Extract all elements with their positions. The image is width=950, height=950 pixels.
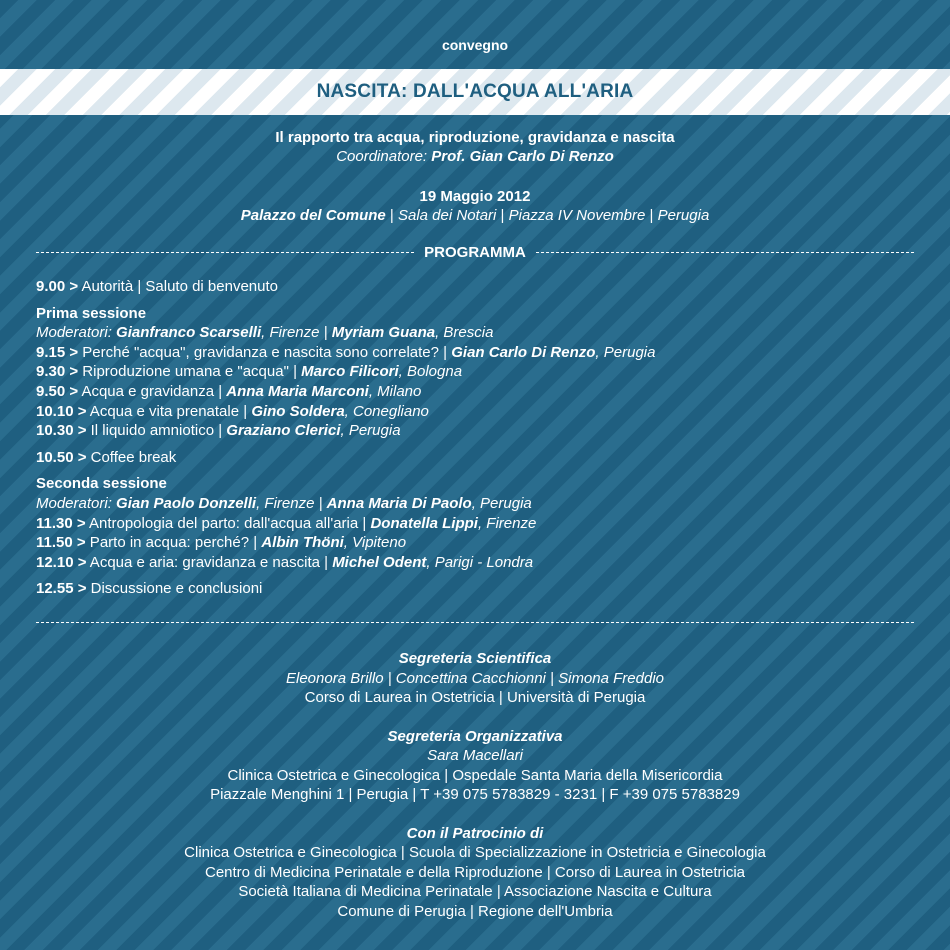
program-label: PROGRAMMA bbox=[424, 243, 526, 261]
program-talk bbox=[36, 533, 916, 553]
block-names: Eleonora Brillo | Concettina Cacchionni | Simona Freddio bbox=[286, 669, 664, 687]
item-text: Discussione e conclusioni bbox=[86, 580, 263, 598]
moderator-city: , Brescia bbox=[435, 324, 494, 342]
talk-city: , Milano bbox=[368, 382, 422, 400]
talk-city: , Bologna bbox=[398, 363, 463, 381]
talk-city: , Vipiteno bbox=[343, 534, 407, 552]
talk-city: , Perugia bbox=[595, 343, 656, 361]
talk-time: 11.50 > bbox=[36, 534, 86, 552]
talk-title: Perché "acqua", gravidanza e nascita sono correlate? | bbox=[78, 343, 452, 361]
block-line: Società Italiana di Medicina Perinatale | Associazione Nascita e Cultura bbox=[238, 883, 712, 900]
talk-title: Parto in acqua: perché? | bbox=[85, 534, 262, 552]
event-subtitle: Il rapporto tra acqua, riproduzione, gravidanza e nascita bbox=[275, 129, 675, 146]
talk-speaker: Anna Maria Marconi bbox=[226, 382, 369, 400]
block-title: Con il Patrocinio di bbox=[406, 824, 544, 842]
talk-title: Acqua e gravidanza | bbox=[78, 382, 227, 400]
divider-dash-right bbox=[536, 252, 914, 253]
talk-time: 12.10 > bbox=[36, 553, 87, 571]
moderator-name: Myriam Guana bbox=[331, 324, 436, 342]
program-list bbox=[36, 277, 916, 599]
talk-speaker: Gino Soldera bbox=[251, 402, 345, 420]
footer-info bbox=[0, 649, 950, 940]
venue-line: Palazzo del Comune | Sala dei Notari | Piazza IV Novembre | Perugia bbox=[240, 207, 710, 224]
talk-speaker: Gian Carlo Di Renzo bbox=[451, 343, 596, 361]
event-intro bbox=[0, 128, 950, 166]
moderators-label: Moderatori: bbox=[36, 494, 112, 512]
moderator-name: Gian Paolo Donzelli bbox=[116, 494, 257, 512]
block-title: Segreteria Organizzativa bbox=[387, 727, 563, 745]
organizing-secretariat bbox=[0, 727, 950, 805]
program-talk bbox=[36, 402, 916, 422]
block-line: Centro di Medicina Perinatale e della Riproduzione | Corso di Laurea in Ostetricia bbox=[204, 863, 745, 881]
talk-city: , Parigi - Londra bbox=[426, 553, 534, 571]
program-talk bbox=[36, 553, 916, 573]
program-divider bbox=[36, 243, 914, 261]
talk-speaker: Marco Filicori bbox=[301, 363, 399, 381]
talk-time: 9.15 > bbox=[36, 343, 79, 361]
program-break bbox=[36, 448, 916, 468]
moderator-name: Anna Maria Di Paolo bbox=[326, 494, 472, 512]
scientific-secretariat bbox=[0, 649, 950, 708]
session-title: Prima sessione bbox=[36, 304, 147, 322]
talk-speaker: Albin Thöni bbox=[261, 534, 344, 552]
item-time: 9.00 > bbox=[36, 278, 79, 295]
talk-title: Acqua e aria: gravidanza e nascita | bbox=[86, 553, 333, 571]
divider-dash-left bbox=[36, 252, 414, 253]
session-moderators bbox=[36, 494, 916, 514]
title-banner bbox=[0, 69, 950, 115]
program-opening bbox=[36, 277, 916, 297]
venue-square: Piazza IV Novembre bbox=[508, 207, 646, 224]
event-title: NASCITA: DALL'ACQUA ALL'ARIA bbox=[316, 81, 634, 102]
moderators-label: Moderatori: bbox=[36, 324, 112, 342]
patronage bbox=[0, 824, 950, 922]
venue-room: Sala dei Notari bbox=[397, 207, 497, 224]
moderator-city: , Firenze | bbox=[256, 494, 327, 512]
block-affiliation: Corso di Laurea in Ostetricia | Università di Perugia bbox=[304, 689, 646, 706]
talk-title: Il liquido amniotico | bbox=[86, 422, 227, 440]
block-title: Segreteria Scientifica bbox=[398, 650, 552, 667]
talk-speaker: Donatella Lippi bbox=[370, 514, 478, 532]
talk-title: Riproduzione umana e "acqua" | bbox=[78, 363, 302, 381]
program-talk bbox=[36, 382, 916, 402]
coordinator-label: Coordinatore: bbox=[336, 148, 428, 165]
moderator-name: Gianfranco Scarselli bbox=[116, 324, 262, 342]
talk-city: , Perugia bbox=[340, 422, 401, 440]
item-text: Autorità | Saluto di benvenuto bbox=[78, 278, 278, 295]
talk-title: Antropologia del parto: dall'acqua all'aria | bbox=[85, 514, 371, 532]
item-text: Coffee break bbox=[86, 448, 177, 466]
program-talk bbox=[36, 362, 916, 382]
session-moderators bbox=[36, 323, 916, 343]
session-title: Seconda sessione bbox=[36, 475, 167, 493]
program-talk bbox=[36, 421, 916, 441]
section-divider bbox=[36, 622, 914, 623]
moderator-city: , Firenze | bbox=[261, 324, 332, 342]
block-line: Clinica Ostetrica e Ginecologica | Ospedale Santa Maria della Misericordia bbox=[227, 766, 723, 784]
talk-speaker: Michel Odent bbox=[332, 553, 427, 571]
talk-city: , Conegliano bbox=[344, 402, 429, 420]
program-talk bbox=[36, 514, 916, 534]
item-time: 10.50 > bbox=[36, 448, 87, 466]
block-line: Piazzale Menghini 1 | Perugia | T +39 075 5783829 - 3231 | F +39 075 5783829 bbox=[210, 786, 740, 803]
talk-speaker: Graziano Clerici bbox=[226, 422, 341, 440]
talk-title: Acqua e vita prenatale | bbox=[86, 402, 252, 420]
moderator-city: , Perugia bbox=[471, 494, 532, 512]
program-closing bbox=[36, 579, 916, 599]
coordinator-name: Prof. Gian Carlo Di Renzo bbox=[431, 148, 614, 165]
item-time: 12.55 > bbox=[36, 580, 87, 598]
event-date: 19 Maggio 2012 bbox=[419, 188, 531, 205]
venue-city: Perugia bbox=[657, 207, 710, 224]
talk-time: 10.10 > bbox=[36, 402, 87, 420]
event-when-where bbox=[0, 187, 950, 225]
talk-city: , Firenze bbox=[477, 514, 537, 532]
block-line: Comune di Perugia | Regione dell'Umbria bbox=[337, 902, 613, 920]
talk-time: 9.30 > bbox=[36, 363, 79, 381]
talk-time: 9.50 > bbox=[36, 382, 79, 400]
coordinator-line bbox=[0, 147, 950, 166]
talk-time: 11.30 > bbox=[36, 514, 86, 532]
block-names: Sara Macellari bbox=[427, 747, 523, 764]
program-talk bbox=[36, 343, 916, 363]
block-line: Clinica Ostetrica e Ginecologica | Scuola di Specializzazione in Ostetricia e Ginecologia bbox=[184, 844, 766, 861]
venue-place: Palazzo del Comune bbox=[240, 207, 386, 224]
event-kicker: convegno bbox=[441, 37, 509, 53]
talk-time: 10.30 > bbox=[36, 422, 87, 440]
